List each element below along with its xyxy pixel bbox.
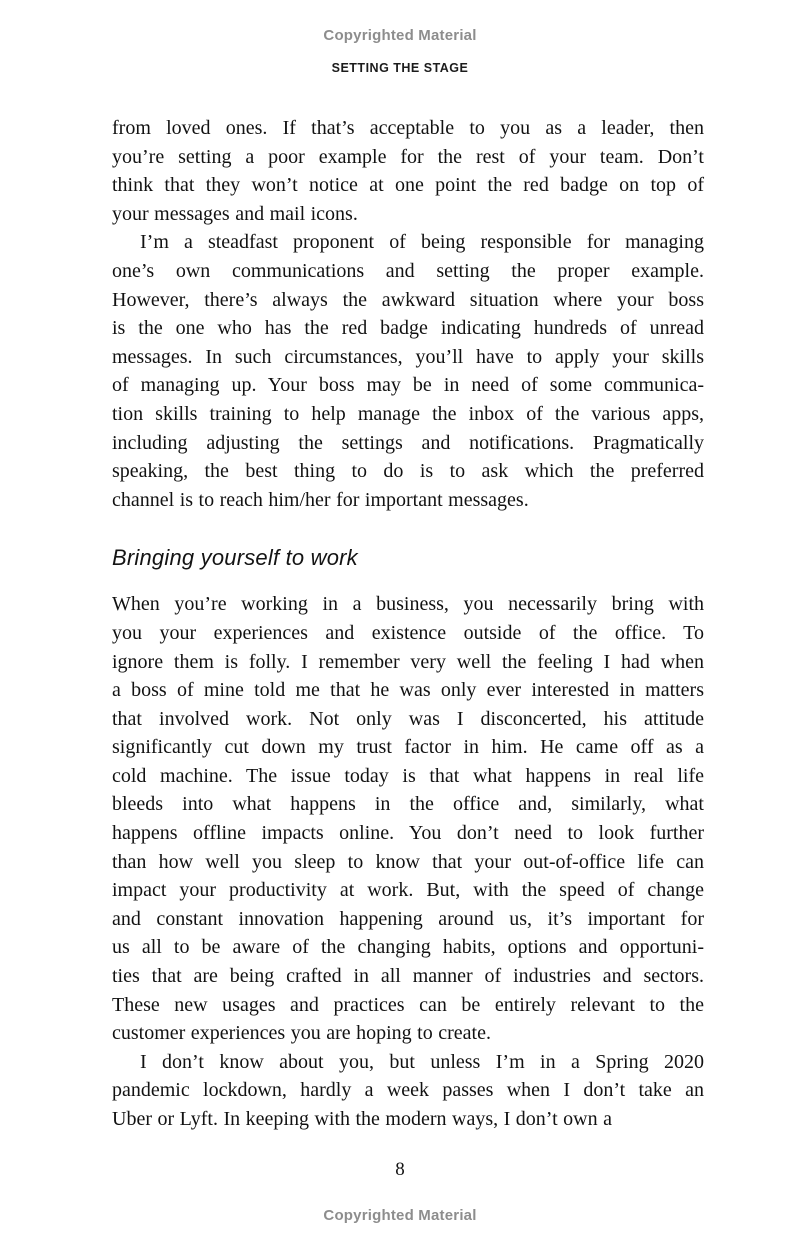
text-line: speaking, the best thing to do is to ask which the preferred (112, 460, 704, 483)
page-body (112, 114, 704, 1134)
text-line: think that they won’t notice at one point the red badge on top of (112, 174, 704, 197)
text-line: us all to be aware of the changing habits, options and opportuni- (112, 936, 704, 959)
copyright-notice-bottom: Copyrighted Material (323, 1206, 477, 1224)
text-line: I don’t know about you, but unless I’m in a Spring 2020 (140, 1050, 704, 1073)
text-line: bleeds into what happens in the office and, similarly, what (112, 793, 704, 816)
text-line: pandemic lockdown, hardly a week passes when I don’t take an (112, 1079, 704, 1102)
text-line: you’re setting a poor example for the rest of your team. Don’t (112, 145, 704, 168)
body-paragraph (112, 228, 704, 514)
body-paragraph (112, 1048, 704, 1134)
text-line: from loved ones. If that’s acceptable to you as a leader, then (112, 117, 704, 139)
body-paragraph (112, 114, 704, 228)
text-line: customer experiences you are hoping to create. (112, 1022, 491, 1045)
text-line: and constant innovation happening around us, it’s important for (112, 907, 704, 930)
text-line: of managing up. Your boss may be in need of some communica- (112, 374, 704, 397)
text-line: impact your productivity at work. But, with the speed of change (112, 879, 704, 902)
text-line: happens offline impacts online. You don’t need to look further (112, 822, 704, 845)
text-line: significantly cut down my trust factor in him. He came off as a (112, 736, 704, 759)
text-line: is the one who has the red badge indicating hundreds of unread (112, 317, 704, 340)
text-line: When you’re working in a business, you necessarily bring with (112, 593, 704, 616)
text-line: than how well you sleep to know that your out-of-office life can (112, 850, 704, 873)
text-line: Uber or Lyft. In keeping with the modern ways, I don’t own a (112, 1108, 612, 1130)
text-line: including adjusting the settings and notifications. Pragmatically (112, 431, 704, 454)
text-line: messages. In such circumstances, you’ll have to apply your skills (112, 345, 704, 368)
text-line: cold machine. The issue today is that what happens in real life (112, 764, 704, 787)
text-line: one’s own communications and setting the proper example. (112, 259, 704, 282)
body-paragraph (112, 590, 704, 1048)
text-line: a boss of mine told me that he was only ever interested in matters (112, 679, 704, 702)
running-header: SETTING THE STAGE (331, 61, 469, 75)
text-line: you your experiences and existence outside of the office. To (112, 621, 704, 644)
copyright-notice-top: Copyrighted Material (323, 27, 477, 44)
text-line: ties that are being crafted in all manner of industries and sectors. (112, 965, 704, 988)
text-line: tion skills training to help manage the inbox of the various apps, (112, 402, 704, 425)
text-line: However, there’s always the awkward situation where your boss (112, 288, 704, 311)
text-line: ignore them is folly. I remember very well the feeling I had when (112, 650, 704, 673)
section-heading: Bringing yourself to work (112, 545, 358, 571)
text-line: that involved work. Not only was I disconcerted, his attitude (112, 707, 704, 730)
page-number: 8 (395, 1158, 405, 1180)
text-line: channel is to reach him/her for important messages. (112, 488, 529, 511)
text-line: I’m a steadfast proponent of being responsible for managing (140, 231, 704, 254)
text-line: your messages and mail icons. (112, 202, 358, 225)
text-line: These new usages and practices can be entirely relevant to the (112, 993, 704, 1016)
